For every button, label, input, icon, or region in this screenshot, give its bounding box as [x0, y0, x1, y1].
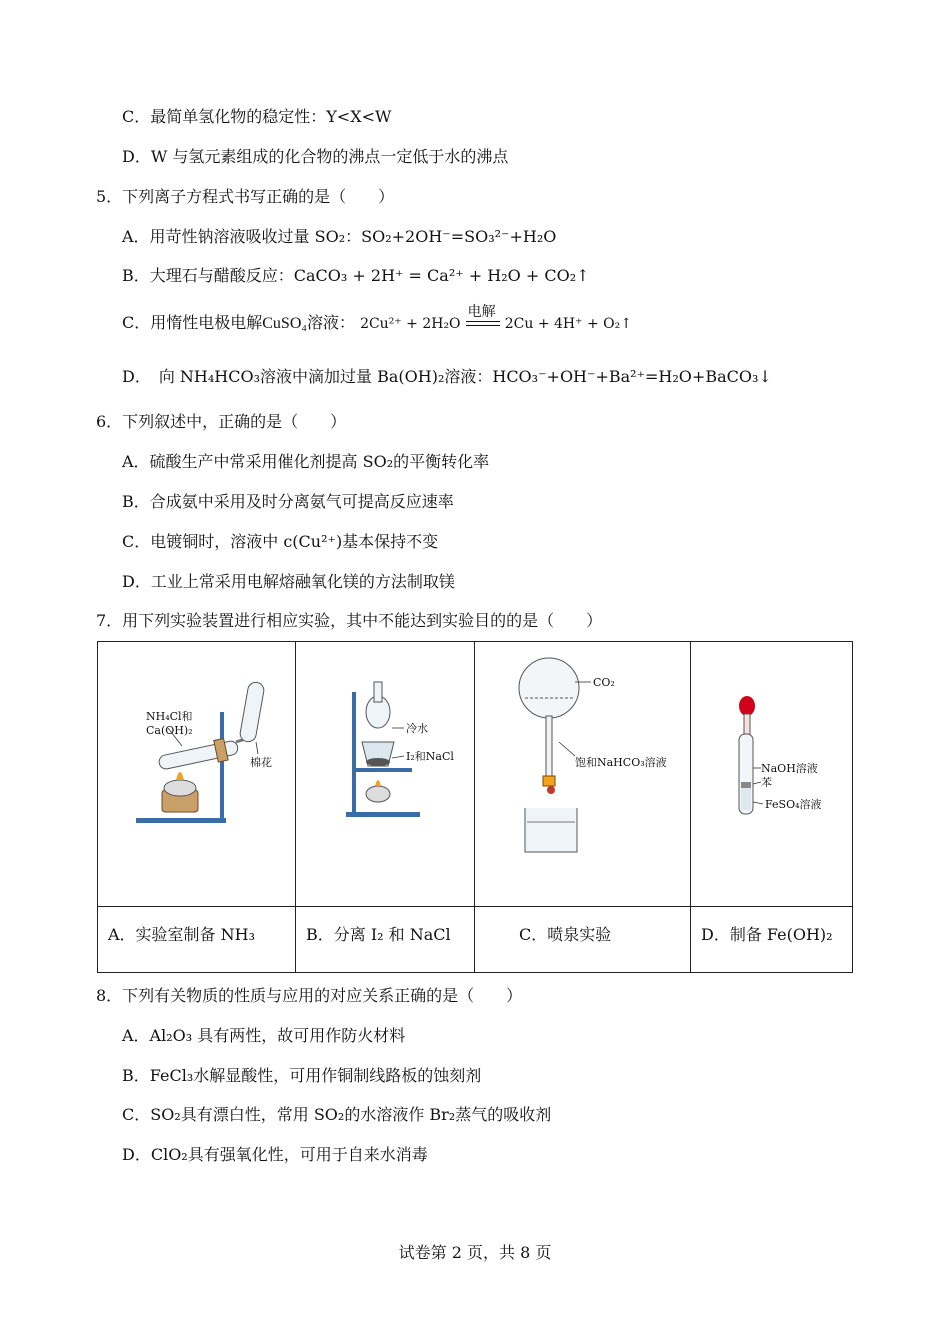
label-benzene: 苯	[761, 776, 772, 789]
q5-c-equals-top	[466, 321, 500, 322]
stand-ring	[352, 768, 412, 772]
q7-cell-d	[691, 642, 854, 972]
label-nahco3: 饱和NaHCO₃溶液	[575, 756, 667, 769]
q6-option-c: C．电镀铜时，溶液中 c(Cu²⁺)基本保持不变	[122, 532, 439, 551]
q5-c-rhs: 2Cu + 4H⁺ + O₂↑	[504, 316, 632, 332]
alcohol-lamp	[366, 786, 390, 802]
q5-c-mid: 溶液：	[306, 313, 355, 332]
label-leader-cotton	[256, 742, 258, 754]
collection-tube	[239, 681, 265, 743]
apparatus-c-svg	[475, 642, 689, 904]
q7-cell-c	[475, 642, 691, 972]
label-leader-mixture	[392, 756, 404, 758]
q4-option-c: C．最简单氢化物的稳定性：Y<X<W	[122, 107, 392, 126]
label-caoh2: Ca(OH)₂	[146, 724, 193, 737]
q7-apparatus-table	[97, 641, 853, 973]
label-naoh: NaOH溶液	[761, 762, 818, 775]
q8-stem: 8．下列有关物质的性质与应用的对应关系正确的是（ ）	[96, 986, 523, 1005]
i2-nacl-mixture	[366, 758, 390, 766]
q5-option-d: D． 向 NH₄HCO₃溶液中滴加过量 Ba(OH)₂溶液：HCO₃⁻+OH⁻+Ba²⁺=H₂O+BaCO₃↓	[122, 367, 772, 386]
q8-option-d: D．ClO₂具有强氧化性，可用于自来水消毒	[122, 1145, 428, 1164]
label-leader-feso4	[753, 802, 763, 804]
q7-caption-b: B．分离 I₂ 和 NaCl	[306, 925, 451, 944]
q8-option-b: B．FeCl₃水解显酸性，可用作铜制线路板的蚀刻剂	[122, 1066, 482, 1085]
q5-c-prefix: C．用惰性电极电解	[122, 313, 263, 332]
q6-option-d: D．工业上常采用电解熔融氧化镁的方法制取镁	[122, 572, 455, 591]
q5-c-cond-text: 电解	[467, 303, 496, 320]
beaker	[525, 808, 577, 852]
label-co2: CO₂	[593, 676, 615, 689]
q5-option-b: B．大理石与醋酸反应：CaCO₃ + 2H⁺ = Ca²⁺ + H₂O + CO₂↑	[122, 266, 590, 285]
q7-cell-b	[296, 642, 475, 972]
alcohol-lamp	[164, 780, 196, 796]
q5-option-c	[122, 303, 632, 335]
label-leader-nahco3	[559, 742, 575, 756]
q5-stem: 5．下列离子方程式书写正确的是（ ）	[96, 187, 395, 206]
q6-option-b: B．合成氨中采用及时分离氨气可提高反应速率	[122, 492, 454, 511]
stand-rod	[352, 692, 356, 814]
feso4-layer	[741, 788, 751, 810]
benzene-layer	[741, 782, 751, 788]
q8-option-a: A．Al₂O₃ 具有两性，故可用作防火材料	[122, 1026, 406, 1045]
stopcock	[543, 776, 555, 786]
q8-option-c: C．SO₂具有漂白性，常用 SO₂的水溶液作 Br₂蒸气的吸收剂	[122, 1105, 552, 1124]
stand-rod	[220, 712, 224, 820]
q7-stem: 7．用下列实验装置进行相应实验，其中不能达到实验目的的是（ ）	[96, 611, 603, 630]
q5-c-equals-bottom	[466, 325, 500, 326]
apparatus-b-svg	[296, 642, 473, 904]
q7-caption-c: C．喷泉实验	[519, 925, 612, 944]
q5-option-a: A．用苛性钠溶液吸收过量 SO₂：SO₂+2OH⁻=SO₃²⁻+H₂O	[122, 227, 557, 246]
q4-option-d: D．W 与氢元素组成的化合物的沸点一定低于水的沸点	[122, 147, 509, 166]
flask-neck	[374, 682, 382, 702]
clamp-knob	[547, 786, 555, 794]
q6-option-a: A．硫酸生产中常采用催化剂提高 SO₂的平衡转化率	[122, 452, 490, 471]
flame-icon	[375, 780, 381, 786]
test-tube	[157, 736, 240, 774]
q5-c-salt: CuSO₄	[262, 315, 307, 332]
label-nh4cl: NH₄Cl和	[146, 710, 193, 723]
q7-cell-a	[98, 642, 296, 972]
flame-icon	[176, 772, 184, 780]
stand-base	[346, 812, 420, 817]
q6-stem: 6．下列叙述中，正确的是（ ）	[96, 412, 347, 431]
round-flask	[519, 658, 579, 718]
apparatus-d-svg	[691, 642, 852, 904]
stand-base	[136, 818, 226, 823]
q5-c-lhs: 2Cu²⁺ + 2H₂O	[360, 316, 461, 332]
label-leader-benzene	[753, 782, 761, 784]
label-feso4: FeSO₄溶液	[765, 798, 822, 811]
q7-caption-a: A．实验室制备 NH₃	[108, 925, 256, 944]
label-i2-nacl: I₂和NaCl	[406, 750, 454, 763]
q7-caption-d: D．制备 Fe(OH)₂	[701, 925, 833, 944]
page-footer: 试卷第 2 页，共 8 页	[398, 1243, 552, 1262]
q5-c-condition	[466, 303, 500, 329]
label-cotton: 棉花	[250, 756, 272, 769]
apparatus-a-svg	[98, 642, 294, 904]
label-cold-water: 冷水	[406, 722, 428, 735]
dropper-bulb	[739, 696, 755, 716]
